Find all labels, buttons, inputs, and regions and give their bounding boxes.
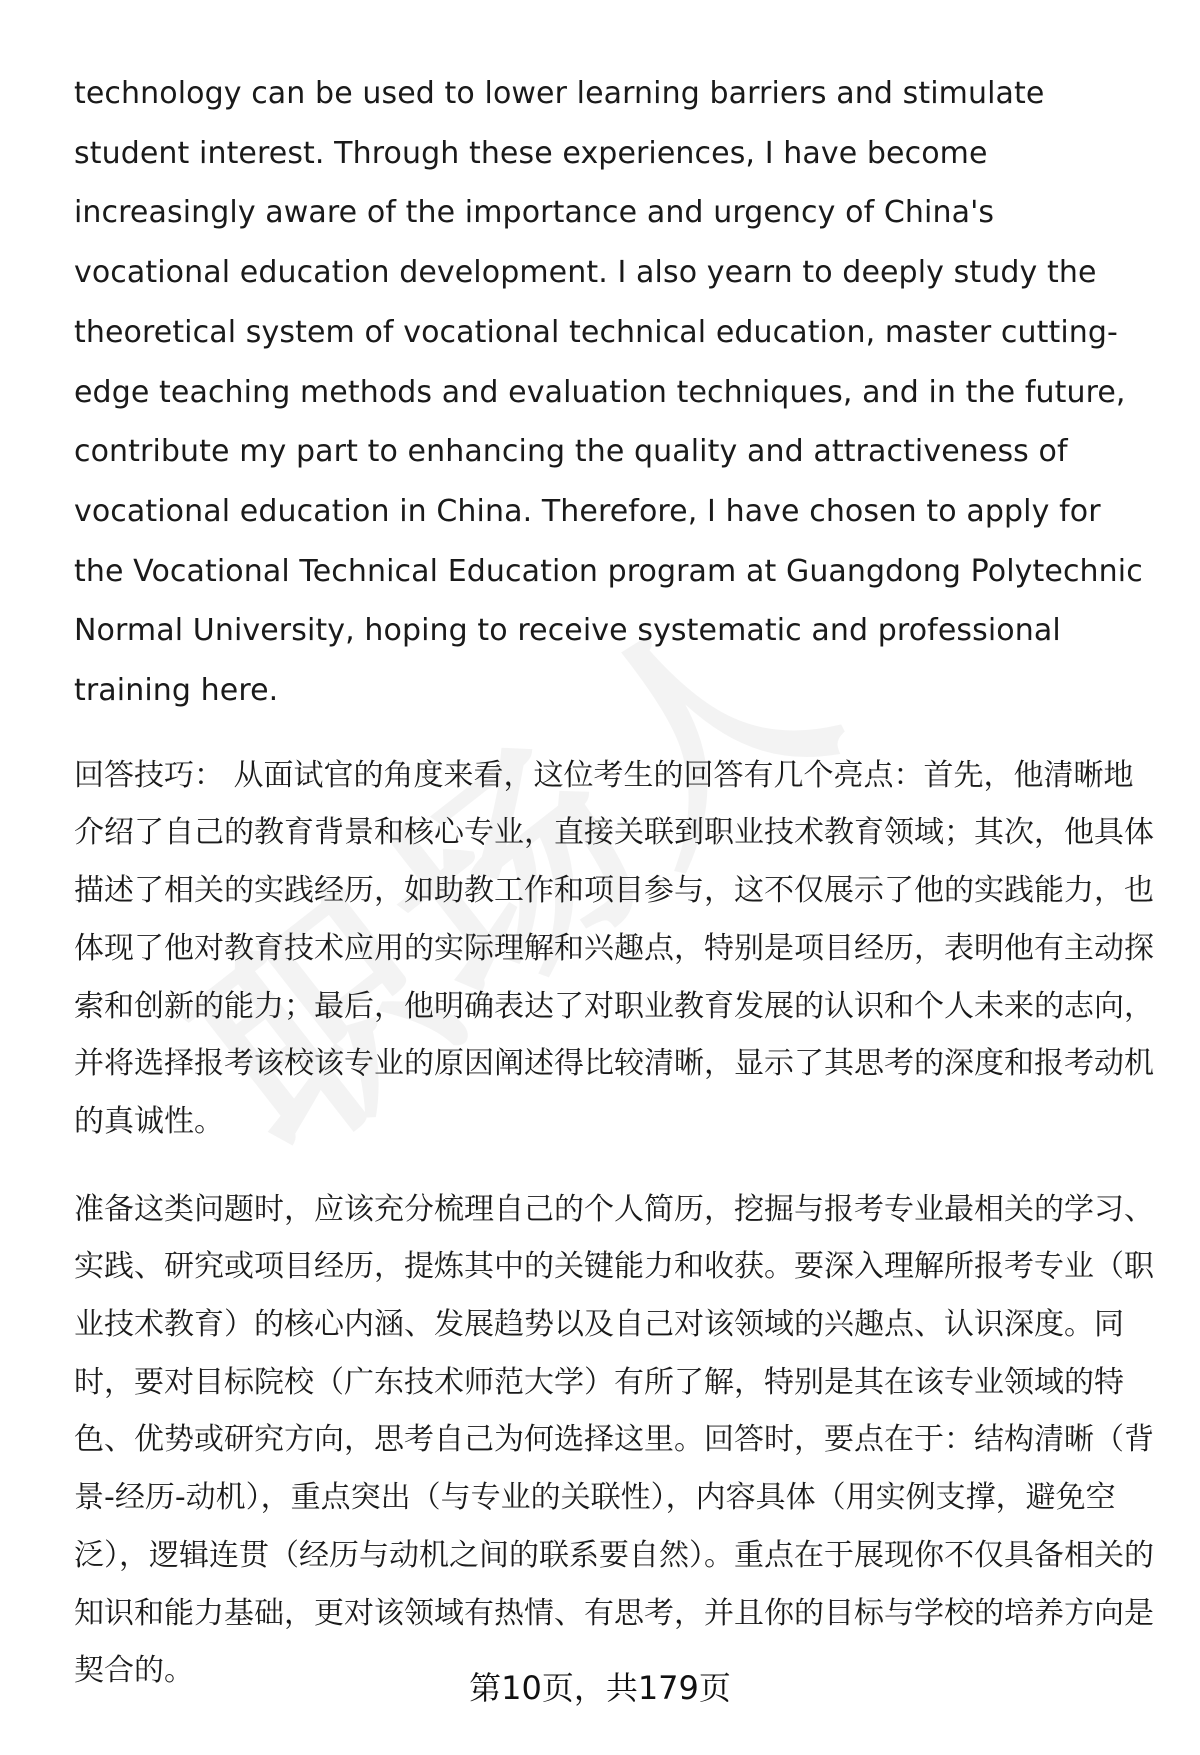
page-footer: 第10页，共179页 (469, 1669, 731, 1707)
document-body (74, 64, 1159, 1730)
paragraph-english-continuation: technology can be used to lower learning barriers and stimulate student interest. Through these experiences, I have become increasingly aware of the importance and urgency of China's vocational education development. I also yearn to deeply study the theoretical system of vocational technical education, master cutting-edge teaching methods and evaluation techniques, and in the future, contribute my part to enhancing the quality and attractiveness of vocational education in China. Therefore, I have chosen to apply for the Vocational Technical Education program at Guangdong Polytechnic Normal University, hoping to receive systematic and professional training here. (74, 76, 1143, 709)
paragraph-answer-tips: 回答技巧： 从面试官的角度来看，这位考生的回答有几个亮点：首先，他清晰地介绍了自己的教育背景和核心专业，直接关联到职业技术教育领域；其次，他具体描述了相关的实践经历，如助教工作和项目参与，这不仅展示了他的实践能力，也体现了他对教育技术应用的实际理解和兴趣点，特别是项目经历，表明他有主动探索和创新的能力；最后，他明确表达了对职业教育发展的认识和个人未来的志向，并将选择报考该校该专业的原因阐述得比较清晰，显示了其思考的深度和报考动机的真诚性。 (74, 757, 1154, 1139)
paragraph-preparation-advice: 准备这类问题时，应该充分梳理自己的个人简历，挖掘与报考专业最相关的学习、实践、研究或项目经历，提炼其中的关键能力和收获。要深入理解所报考专业（职业技术教育）的核心内涵、发展趋势以及自己对该领域的兴趣点、认识深度。同时，要对目标院校（广东技术师范大学）有所了解，特别是其在该专业领域的特色、优势或研究方向，思考自己为何选择这里。回答时，要点在于：结构清晰（背景-经历-动机），重点突出（与专业的关联性），内容具体（用实例支撑，避免空泛），逻辑连贯（经历与动机之间的联系要自然）。重点在于展现你不仅具备相关的知识和能力基础，更对该领域有热情、有思考，并且你的目标与学校的培养方向是契合的。 (74, 1191, 1154, 1689)
